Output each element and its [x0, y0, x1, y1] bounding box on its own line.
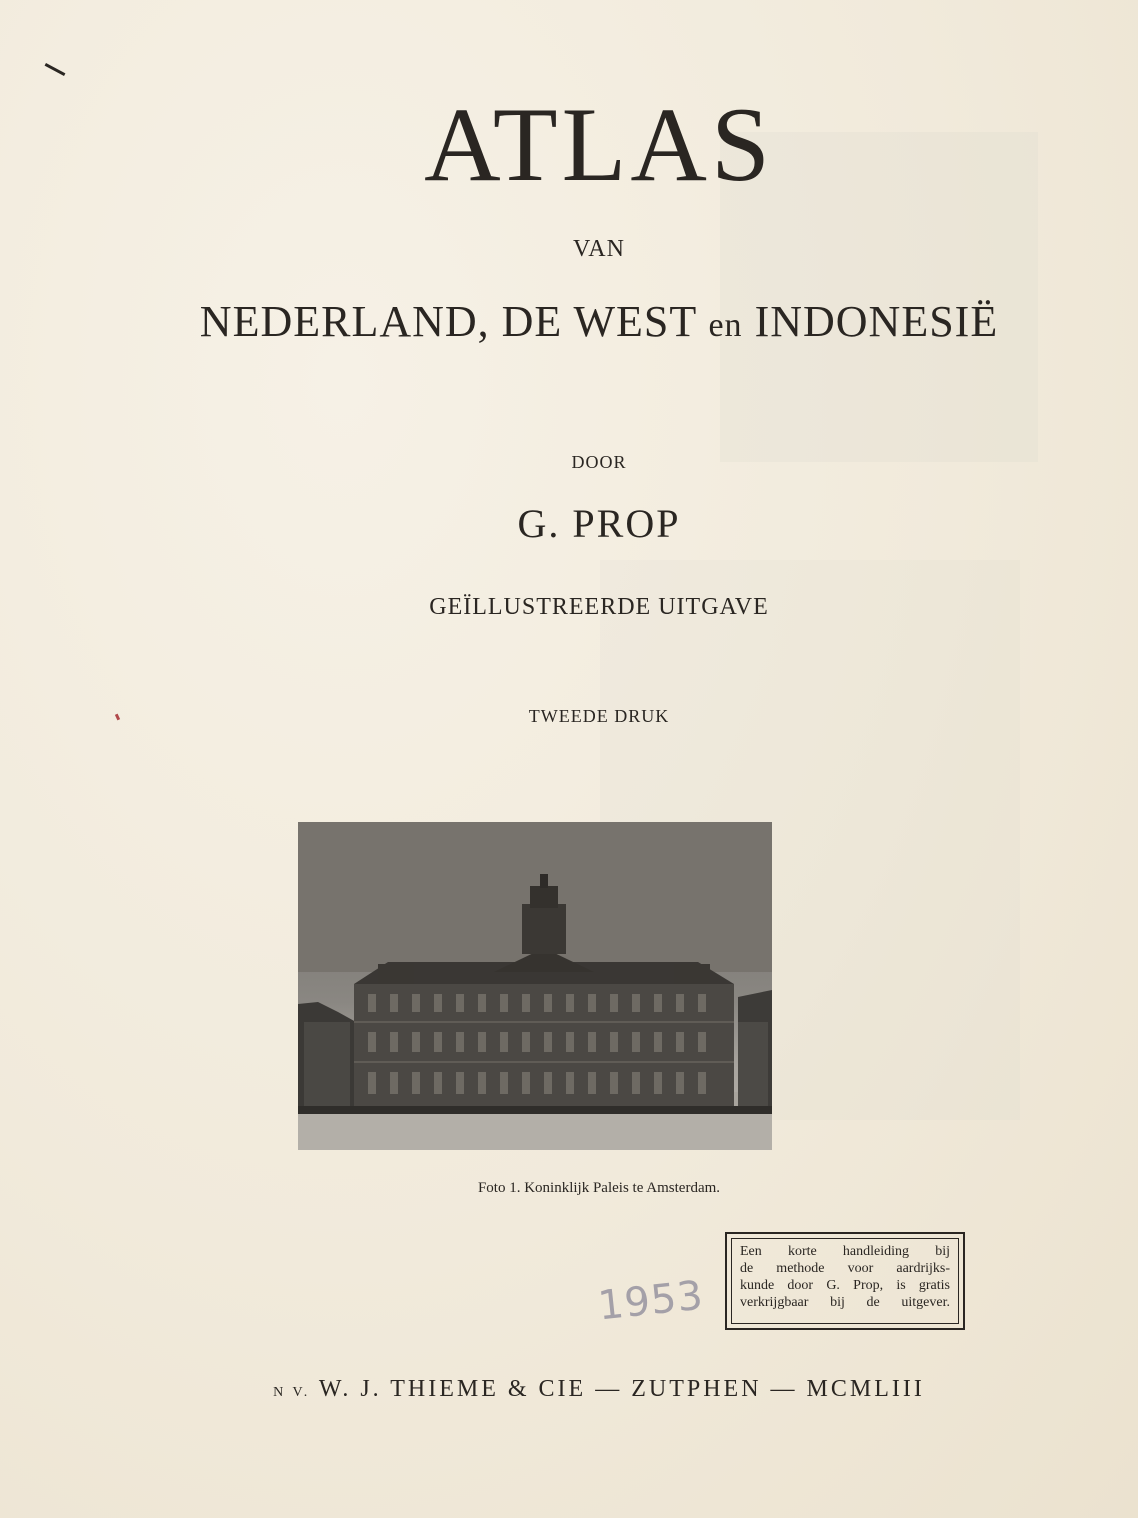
notice-text	[731, 1238, 959, 1324]
notice-box	[725, 1232, 965, 1330]
publisher-line	[0, 1376, 1138, 1403]
palace-photo	[298, 822, 772, 1150]
publisher-nv: N V.	[273, 1385, 311, 1400]
pencil-mark	[45, 63, 66, 76]
edition-label: TWEEDE DRUK	[528, 706, 670, 726]
handwritten-year: 1953	[595, 1272, 706, 1330]
countries-part1: NEDERLAND, DE WEST	[199, 297, 697, 346]
door-label: DOOR	[571, 452, 627, 472]
countries-subtitle	[0, 296, 1138, 347]
title-van: VAN	[573, 236, 625, 262]
notice-line: Een korte handleiding bij	[740, 1244, 950, 1259]
countries-part2: INDONESIË	[754, 297, 999, 346]
atlas-title: ATLAS	[424, 86, 774, 203]
notice-line: verkrijgbaar bij de uitgever.	[740, 1295, 950, 1310]
publisher-name: W. J. THIEME & CIE — ZUTPHEN — MCMLIII	[318, 1376, 925, 1402]
photo-caption: Foto 1. Koninklijk Paleis te Amsterdam.	[477, 1180, 721, 1196]
illustrated-edition: GEÏLLUSTREERDE UITGAVE	[429, 594, 769, 620]
palace-photo-illustration	[298, 822, 772, 1150]
author-name: G. PROP	[517, 501, 681, 546]
notice-line: de methode voor aardrijks-	[740, 1261, 950, 1276]
countries-en: en	[708, 307, 743, 344]
notice-line: kunde door G. Prop, is gratis	[740, 1278, 950, 1293]
